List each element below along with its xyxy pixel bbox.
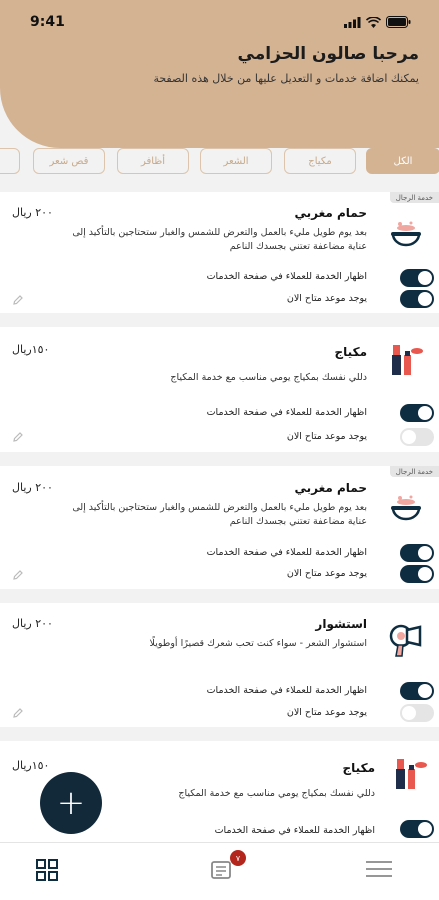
receipt-icon xyxy=(210,859,232,881)
service-description: دللي نفسك بمكياج يومي مناسب مع خدمة المكياج xyxy=(170,372,367,383)
service-price: ٢٠٠ ريال xyxy=(12,617,53,630)
show-service-label: اظهار الخدمة للعملاء في صفحة الخدمات xyxy=(206,547,367,558)
filter-chip-nails[interactable]: أظافر xyxy=(117,148,189,174)
service-title: مكياج xyxy=(342,761,375,775)
filter-chip-haircut[interactable]: قص شعر xyxy=(33,148,105,174)
appointment-toggle[interactable] xyxy=(400,704,434,722)
service-tag: خدمة الرجال xyxy=(390,192,439,203)
makeup-icon xyxy=(387,341,425,379)
category-filters xyxy=(0,148,439,176)
filter-chip-more[interactable] xyxy=(0,148,20,174)
status-bar xyxy=(0,0,439,44)
edit-icon[interactable] xyxy=(12,569,24,581)
grid-icon xyxy=(36,859,58,881)
show-service-toggle[interactable] xyxy=(400,404,434,422)
appointment-label: يوجد موعد متاح الان xyxy=(286,293,367,304)
filter-chip-makeup[interactable]: مكياج xyxy=(284,148,356,174)
filter-chip-all[interactable]: الكل xyxy=(366,148,439,174)
appointment-label: يوجد موعد متاح الان xyxy=(286,568,367,579)
page-subtitle: يمكنك اضافة خدمات و التعديل عليها من خلال هذه الصفحة xyxy=(153,72,419,85)
signal-icon xyxy=(344,17,361,28)
wifi-icon xyxy=(366,17,381,28)
show-service-label: اظهار الخدمة للعملاء في صفحة الخدمات xyxy=(214,825,375,836)
status-time: 9:41 xyxy=(30,14,65,30)
service-description: بعد يوم طويل مليء بالعمل والتعرض للشمس والغبار ستحتاجين بالتأكيد إلى عناية مضاعفة تعتني بجسدك الناعم xyxy=(72,502,367,527)
service-card[interactable] xyxy=(0,192,439,313)
appointment-toggle[interactable] xyxy=(400,565,434,583)
edit-icon[interactable] xyxy=(12,431,24,443)
show-service-toggle[interactable] xyxy=(400,269,434,287)
show-service-label: اظهار الخدمة للعملاء في صفحة الخدمات xyxy=(206,271,367,282)
plus-icon: + xyxy=(56,783,86,823)
appointment-toggle[interactable] xyxy=(400,290,434,308)
show-service-label: اظهار الخدمة للعملاء في صفحة الخدمات xyxy=(206,685,367,696)
page-title: مرحبا صالون الحزامي xyxy=(237,44,419,64)
show-service-label: اظهار الخدمة للعملاء في صفحة الخدمات xyxy=(206,407,367,418)
moroccan-bath-icon xyxy=(387,216,425,254)
menu-icon xyxy=(366,859,392,879)
service-price: ١٥٠ريال xyxy=(12,343,50,356)
service-price: ١٥٠ريال xyxy=(12,759,50,772)
orders-badge: ٧ xyxy=(230,850,246,866)
service-card[interactable] xyxy=(0,327,439,452)
hair-dryer-icon xyxy=(387,621,425,659)
show-service-toggle[interactable] xyxy=(400,820,434,838)
nav-dashboard[interactable] xyxy=(36,859,62,881)
service-tag: خدمة الرجال xyxy=(390,466,439,477)
add-service-button[interactable] xyxy=(40,772,102,834)
service-title: حمام مغربي xyxy=(294,481,367,495)
service-title: استشوار xyxy=(315,617,367,631)
edit-icon[interactable] xyxy=(12,707,24,719)
makeup-icon xyxy=(391,755,429,793)
appointment-toggle[interactable] xyxy=(400,428,434,446)
service-price: ٢٠٠ ريال xyxy=(12,206,53,219)
filter-chip-hair[interactable]: الشعر xyxy=(200,148,272,174)
service-description: دللي نفسك بمكياج يومي مناسب مع خدمة المكياج xyxy=(178,788,375,799)
service-card[interactable] xyxy=(0,466,439,589)
nav-orders[interactable] xyxy=(210,853,241,881)
battery-icon xyxy=(386,16,411,28)
show-service-toggle[interactable] xyxy=(400,544,434,562)
moroccan-bath-icon xyxy=(387,490,425,528)
service-price: ٢٠٠ ريال xyxy=(12,481,53,494)
appointment-label: يوجد موعد متاح الان xyxy=(286,431,367,442)
edit-icon[interactable] xyxy=(12,294,24,306)
service-title: مكياج xyxy=(334,345,367,359)
service-title: حمام مغربي xyxy=(294,206,367,220)
appointment-label: يوجد موعد متاح الان xyxy=(286,707,367,718)
bottom-navigation xyxy=(0,842,439,900)
service-description: بعد يوم طويل مليء بالعمل والتعرض للشمس والغبار ستحتاجين بالتأكيد إلى عناية مضاعفة تعتني بجسدك الناعم xyxy=(72,227,367,252)
service-description: استشوار الشعر - سواء كنت تحب شعرك قصيرًا أوطويلًا xyxy=(149,638,367,649)
service-card[interactable] xyxy=(0,603,439,727)
nav-menu[interactable] xyxy=(366,859,392,881)
show-service-toggle[interactable] xyxy=(400,682,434,700)
status-icons xyxy=(344,16,411,28)
